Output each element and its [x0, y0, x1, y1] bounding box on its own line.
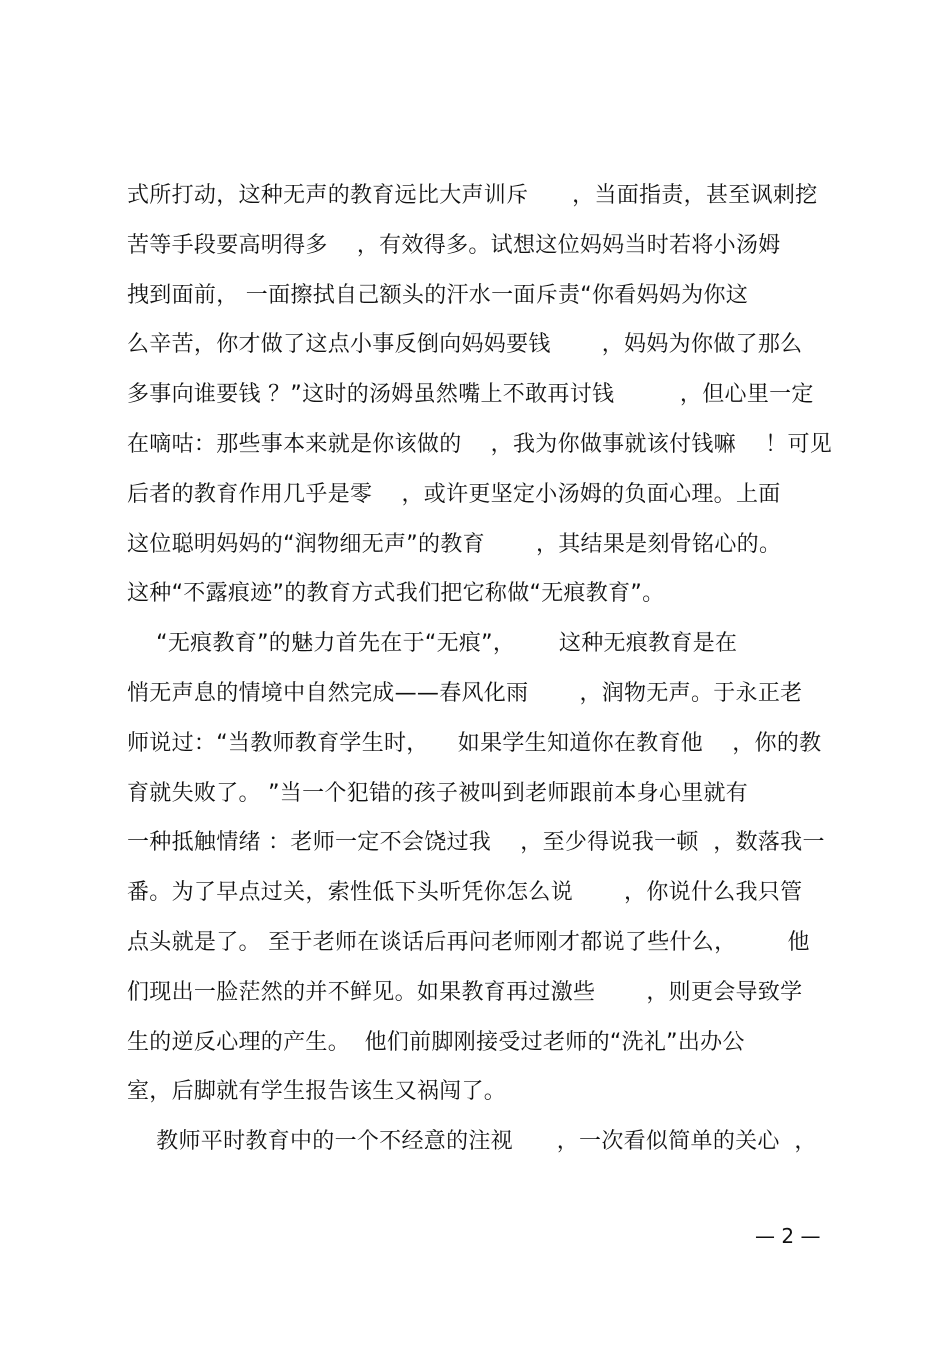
text-line: 育就失败了。 ”当一个犯错的孩子被叫到老师跟前本身心里就有	[127, 780, 749, 806]
text-line: 式所打动，这种无声的教育远比大声训斥 ，当面指责，甚至讽刺挖	[127, 183, 818, 208]
text-line: 在嘀咕：那些事本来就是你该做的 ，我为你做事就该付钱嘛 ！可见	[127, 431, 833, 457]
body-text	[127, 171, 847, 1167]
text-line: 师说过：“当教师教育学生时， 如果学生知道你在教育他 ，你的教	[127, 730, 822, 756]
text-line: 生的逆反心理的产生。 他们前脚刚接受过老师的“洗礼”出办公	[127, 1029, 745, 1055]
text-line: 么辛苦，你才做了这点小事反倒向妈妈要钱 ，妈妈为你做了那么	[127, 332, 803, 358]
text-line: 番。为了早点过关，索性低下头听凭你怎么说 ，你说什么我只管	[127, 880, 803, 906]
text-line: “无痕教育”的魅力首先在于“无痕”， 这种无痕教育是在	[127, 631, 738, 657]
text-line: 们现出一脸茫然的并不鲜见。如果教育再过激些 ，则更会导致学	[127, 979, 803, 1005]
text-line: 多事向谁要钱 ？”这时的汤姆虽然嘴上不敢再讨钱 ，但心里一定	[127, 382, 814, 408]
text-line: 苦等手段要高明得多 ，有效得多。试想这位妈妈当时若将小汤姆	[127, 232, 781, 258]
text-line: 后者的教育作用几乎是零 ，或许更坚定小汤姆的负面心理。上面	[127, 481, 781, 507]
text-line: 拽到面前， 一面擦拭自己额头的汗水一面斥责“你看妈妈为你这	[127, 282, 749, 308]
text-line: 点头就是了。 至于老师在谈话后再问老师刚才都说了些什么， 他	[127, 929, 810, 955]
text-line: 这位聪明妈妈的“润物细无声”的教育 ，其结果是刻骨铭心的。	[127, 531, 782, 557]
page-number: — 2 —	[755, 1224, 821, 1248]
text-line: 一种抵触情绪 ：老师一定不会饶过我 ，至少得说我一顿 ，数落我一	[127, 830, 825, 856]
text-line: 悄无声息的情境中自然完成——春风化雨 ，润物无声。于永正老	[127, 680, 803, 706]
text-line: 教师平时教育中的一个不经意的注视 ，一次看似简单的关心 ，	[127, 1129, 817, 1155]
text-line: 这种“不露痕迹”的教育方式我们把它称做“无痕教育”。	[127, 581, 665, 607]
text-line: 室，后脚就有学生报告该生又祸闯了。	[127, 1079, 507, 1105]
